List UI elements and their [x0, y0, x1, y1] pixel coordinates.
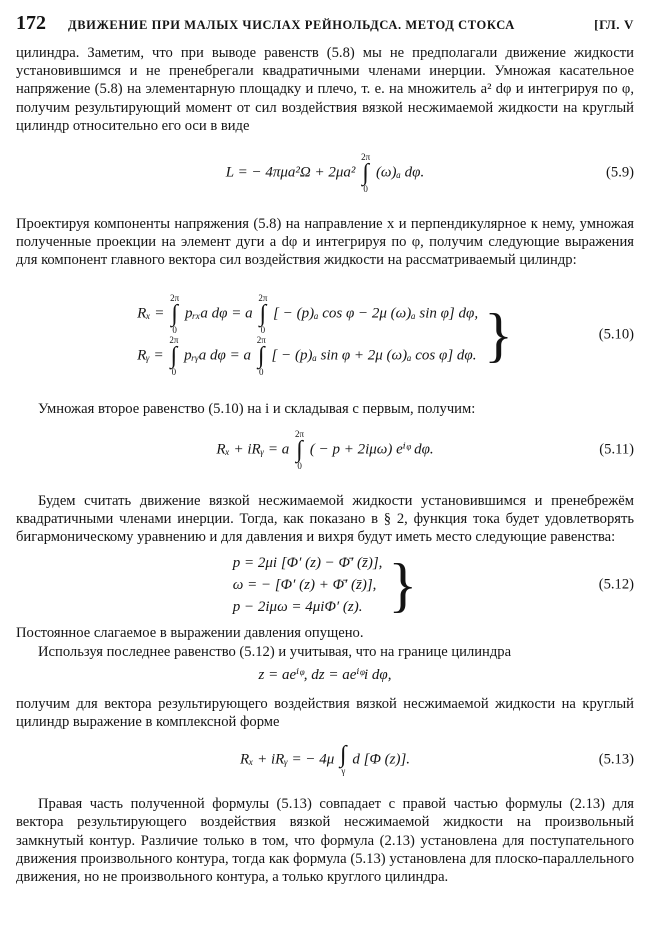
- paragraph-8: Правая часть полученной формулы (5.13) совпадает с правой частью формулы (2.13) для вектора результирующего воздействия вязкой несжимаемой жидкости на произвольный замкнутый контур. Различие только в том, что формула (2.13) установлена для поступательного движения произвольного контура, тогда как формула (5.13) установлена для плоско-параллельного движения, но не произвольного контура, а только круглого цилиндра.: [16, 796, 634, 886]
- equation-boundary-z: z = aeⁱᵠ, dz = aeⁱᵠi dφ,: [258, 667, 392, 684]
- eq-5-10-row-1: Rₓ = 2π ∫ 0 pᵣₓa dφ = a 2π ∫ 0 [ − (p)ₐ cos φ − 2μ (ω)ₐ sin φ] dφ,: [137, 292, 479, 335]
- page-number: 172: [16, 12, 46, 34]
- equation-5-10: [16, 276, 634, 394]
- equation-number-5-12: (5.12): [598, 576, 634, 593]
- right-brace: }: [388, 552, 418, 619]
- equation-number-5-10: (5.10): [598, 326, 634, 343]
- chapter-reference: [ГЛ. V: [594, 17, 634, 32]
- paragraph-7: получим для вектора результирующего воздействия вязкой несжимаемой жидкости на круглый цилиндр выражение в комплексной форме: [16, 695, 634, 731]
- paragraph-1: цилиндра. Заметим, что при выводе равенств (5.8) мы не предполагали движение жидкости установившимся и не пренебрегали квадратичными членами инерции. Умножая касательное напряжение (5.8) на элементарную площадку и плечо, т. е. на множитель a² dφ и интегрируя по φ, получим результирующий момент от сил воздействия вязкой несжимаемой жидкости на круглый цилиндр относительно его оси в виде: [16, 45, 634, 134]
- equation-5-11: Rₓ + iRᵧ = a 2π ∫ 0 ( − p + 2iμω) eⁱᵠ dφ. (5.11): [216, 428, 634, 471]
- right-brace: }: [484, 301, 513, 368]
- equation-5-13: Rₓ + iRᵧ = − 4μ ∫ γ d [Φ (z)]. (5.13): [239, 742, 634, 777]
- paragraph-4: Будем считать движение вязкой несжимаемой жидкости установившимся и пренебрежём квадратичными членами инерции. Тогда, как показано в § 2, функция тока будет удовлетворять бигармоническому уравнению и для давления и вихря будут иметь место следующие равенства:: [16, 492, 634, 546]
- equation-number-5-13: (5.13): [598, 751, 634, 768]
- paragraph-3: Умножая второе равенство (5.10) на i и складывая с первым, получим:: [38, 400, 476, 417]
- eq-5-10-row-2: Rᵧ = 2π ∫ 0 pᵣᵧa dφ = a 2π ∫ 0 [ − (p)ₐ sin φ + 2μ (ω)ₐ cos φ] dφ.: [137, 334, 477, 377]
- equation-5-12: [16, 552, 634, 618]
- eq-5-9-left: L = − 4πμa²Ω + 2μa²: [225, 164, 356, 181]
- equation-number-5-11: (5.11): [599, 441, 634, 458]
- eq-5-9-right: (ω)ₐ dφ.: [375, 164, 425, 181]
- eq-5-12-row-1: p = 2μi [Φ′ (z) − Φ̄′ (z̄)],: [232, 555, 383, 572]
- running-title: ДВИЖЕНИЕ ПРИ МАЛЫХ ЧИСЛАХ РЕЙНОЛЬДСА. МЕТОД СТОКСА: [68, 18, 515, 32]
- eq-5-12-row-2: ω = − [Φ′ (z) + Φ̄′ (z̄)],: [232, 577, 377, 594]
- paragraph-6: Используя последнее равенство (5.12) и учитывая, что на границе цилиндра: [38, 643, 512, 660]
- equation-5-9: [16, 145, 634, 201]
- page-header: [16, 12, 634, 38]
- equation-number-5-9: (5.9): [606, 164, 634, 181]
- paragraph-5: Постоянное слагаемое в выражении давления опущено.: [16, 625, 364, 642]
- paragraph-2: Проектируя компоненты напряжения (5.8) на направление x и перпендикулярное к нему, умножая полученные проекции на элемент дуги a dφ и интегрируя по φ, получим следующие выражения для компонент главного вектора сил воздействия жидкости на рассматриваемый цилиндр:: [16, 216, 634, 269]
- eq-5-12-row-3: p − 2iμω = 4μiΦ′ (z).: [232, 599, 363, 616]
- integral-sign: 2π ∫ 0: [361, 152, 371, 195]
